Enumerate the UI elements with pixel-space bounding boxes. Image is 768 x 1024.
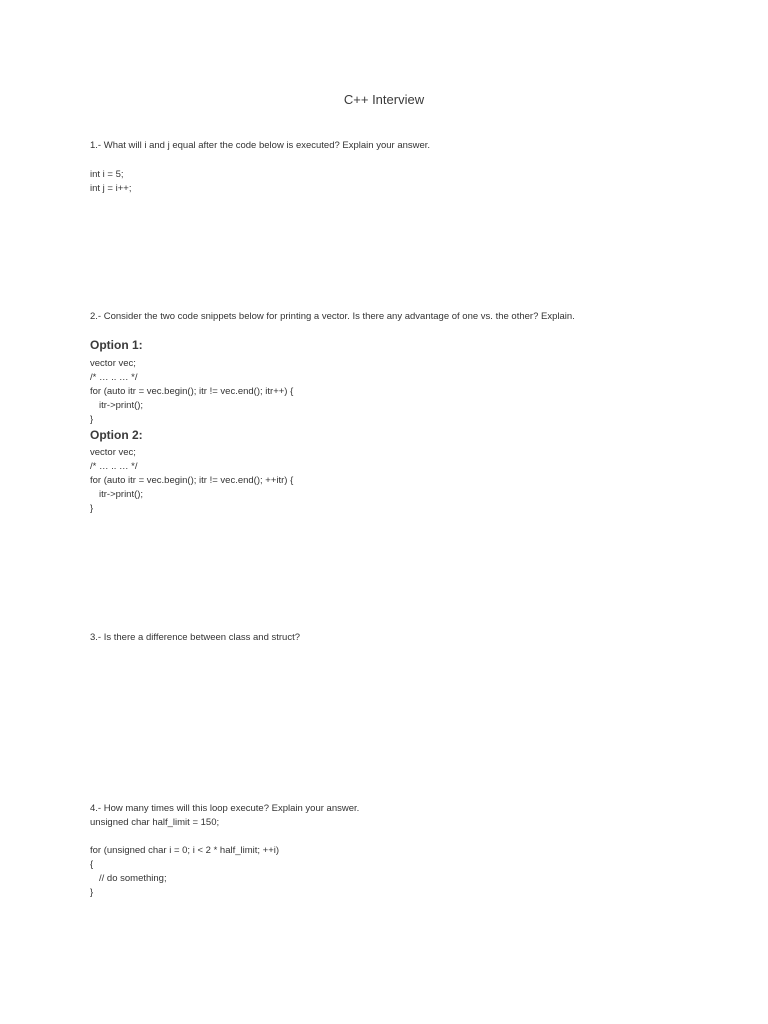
code-line: } <box>90 503 94 514</box>
code-line: { <box>90 859 94 870</box>
code-line: unsigned char half_limit = 150; <box>90 817 220 828</box>
code-line: for (auto itr = vec.begin(); itr != vec.end(); ++itr) { <box>90 475 294 486</box>
code-line: for (unsigned char i = 0; i < 2 * half_limit; ++i) <box>90 845 280 856</box>
code-line: /* … .. … */ <box>90 461 138 472</box>
code-line: // do something; <box>99 873 167 884</box>
code-line: itr->print(); <box>99 400 144 411</box>
code-line: /* … .. … */ <box>90 372 138 383</box>
code-line: itr->print(); <box>99 489 144 500</box>
question-4: 4.- How many times will this loop execute? Explain your answer. <box>90 803 360 814</box>
option-1-heading: Option 1: <box>90 338 143 352</box>
page-title: C++ Interview <box>343 92 425 107</box>
question-3: 3.- Is there a difference between class and struct? <box>90 632 300 643</box>
code-line: } <box>90 414 94 425</box>
option-2-heading: Option 2: <box>90 428 143 442</box>
question-1: 1.- What will i and j equal after the code below is executed? Explain your answer. <box>90 140 431 151</box>
code-line: int j = i++; <box>90 183 132 194</box>
code-line: vector vec; <box>90 447 136 458</box>
question-2: 2.- Consider the two code snippets below for printing a vector. Is there any advantage of one vs. the other? Explain. <box>90 311 575 322</box>
code-line: } <box>90 887 94 898</box>
code-line: for (auto itr = vec.begin(); itr != vec.end(); itr++) { <box>90 386 294 397</box>
code-line: vector vec; <box>90 358 136 369</box>
code-line: int i = 5; <box>90 169 124 180</box>
